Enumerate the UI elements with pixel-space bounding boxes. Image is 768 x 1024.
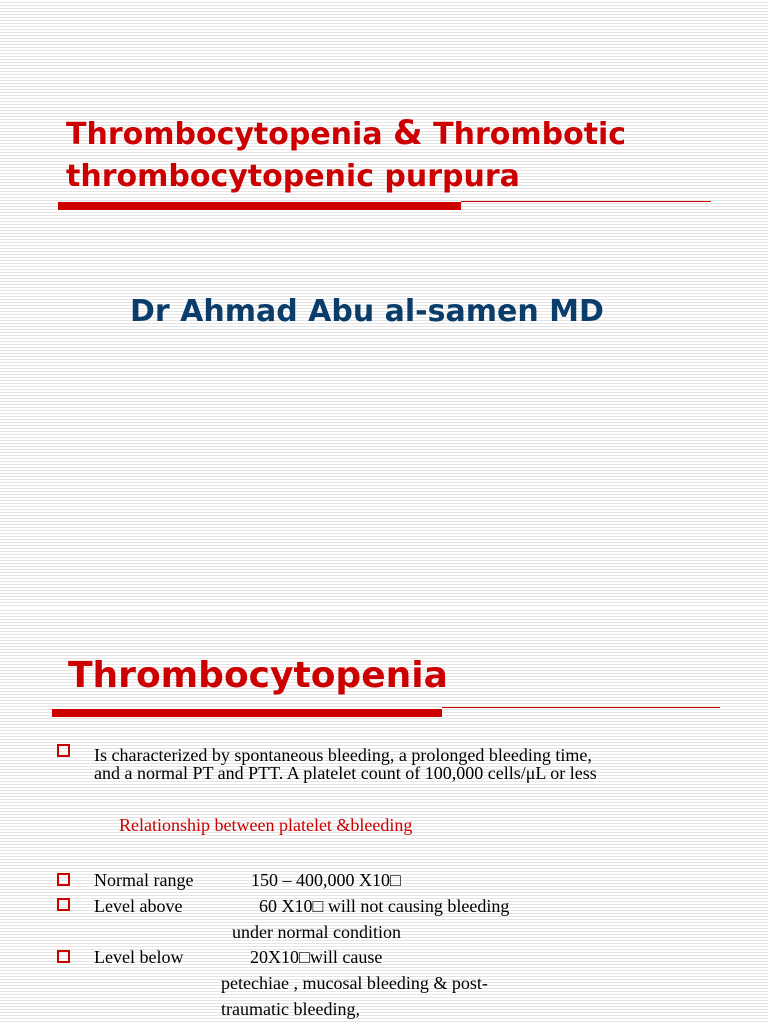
slide-heading: Thrombocytopenia [68, 655, 448, 696]
bullet-square-icon [57, 950, 70, 963]
heading-underline-thick [52, 709, 442, 717]
bullet-continuation-1-level-below: petechiae , mucosal bleeding & post- [221, 973, 488, 993]
intro-line-2: and a normal PT and PTT. A platelet count of 100,000 cells/μL or less [94, 763, 597, 783]
bullet-square-icon [57, 744, 70, 757]
title-part-1: Thrombocytopenia [66, 117, 394, 152]
bullet-continuation-2-level-below: traumatic bleeding, [221, 999, 360, 1019]
bullet-value-normal-range: 150 – 400,000 X10□ [251, 870, 401, 890]
bullet-continuation-level-above: under normal condition [232, 922, 401, 942]
bullet-label-level-below: Level below [94, 947, 184, 967]
content-slide [0, 608, 768, 1024]
title-underline-thick [58, 202, 461, 210]
bullet-value-level-above: 60 X10□ will not causing bleeding [259, 896, 510, 916]
heading-underline-thin [442, 707, 720, 708]
bullet-square-icon [57, 873, 70, 886]
bullet-label-normal-range: Normal range [94, 870, 194, 890]
relationship-subheading: Relationship between platelet &bleeding [119, 815, 413, 835]
slide-title [66, 112, 746, 198]
bullet-value-level-below: 20X10□will cause [250, 947, 383, 967]
title-part-2: Thrombotic thrombocytopenic purpura [66, 117, 627, 194]
intro-line-1: Is characterized by spontaneous bleeding, a prolonged bleeding time, [94, 745, 592, 765]
bullet-label-level-above: Level above [94, 896, 183, 916]
bullet-square-icon [57, 898, 70, 911]
intro-paragraph [94, 742, 734, 786]
title-underline-thin [461, 201, 711, 202]
author-name: Dr Ahmad Abu al-samen MD [130, 294, 604, 329]
title-ampersand: & [393, 113, 423, 153]
